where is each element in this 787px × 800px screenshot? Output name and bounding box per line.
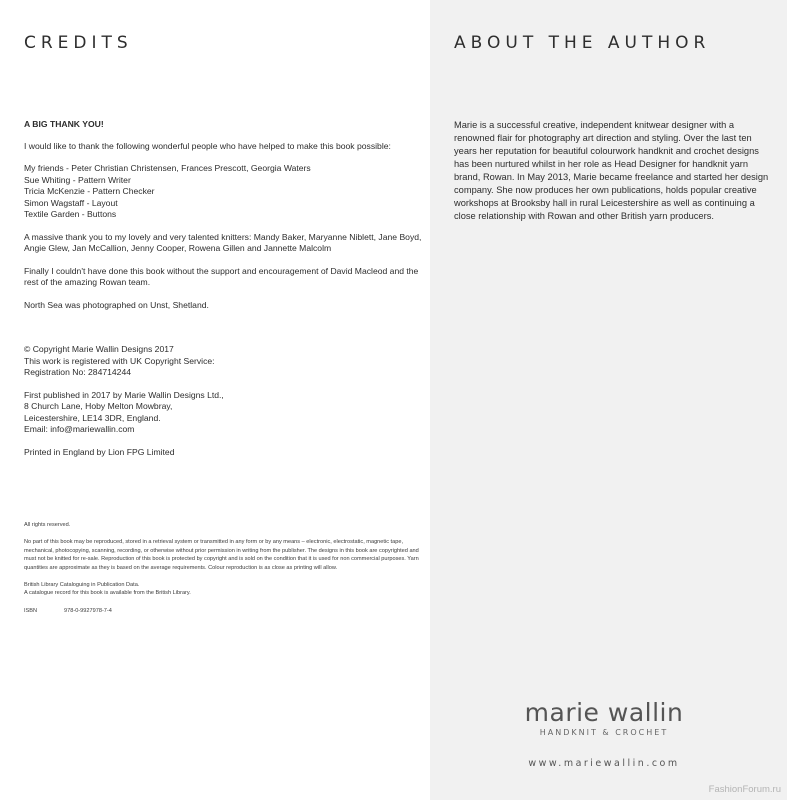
library-block bbox=[24, 581, 424, 598]
website-link[interactable]: www.mariewallin.com bbox=[528, 758, 680, 769]
publisher-line: Leicestershire, LE14 3DR, England. bbox=[24, 412, 161, 423]
copyright-block bbox=[24, 344, 424, 379]
publisher-block bbox=[24, 390, 424, 436]
about-heading: ABOUT THE AUTHOR bbox=[454, 33, 711, 53]
credit-line: Sue Whiting - Pattern Writer bbox=[24, 174, 131, 185]
publisher-email: Email: info@mariewallin.com bbox=[24, 424, 135, 434]
printed-by: Printed in England by Lion FPG Limited bbox=[24, 446, 175, 457]
credits-body bbox=[24, 119, 424, 458]
credits-people-list bbox=[24, 163, 424, 221]
credit-line: My friends - Peter Christian Christensen, Frances Prescott, Georgia Waters bbox=[24, 163, 311, 173]
publisher-line: 8 Church Lane, Hoby Melton Mowbray, bbox=[24, 401, 173, 411]
thanks-intro: I would like to thank the following wonderful people who have helped to make this book possible: bbox=[24, 140, 391, 151]
logo-tagline: HANDKNIT & CROCHET bbox=[539, 728, 669, 737]
about-page bbox=[430, 0, 787, 800]
isbn-label: ISBN bbox=[24, 607, 38, 614]
credits-heading: CREDITS bbox=[24, 33, 133, 53]
brand-logo bbox=[514, 700, 694, 737]
publisher-line: First published in 2017 by Marie Wallin Designs Ltd., bbox=[24, 389, 224, 400]
about-text: Marie is a successful creative, independent knitwear designer with a renowned flair for photography art direction and styling. Over the last ten years her reputation for beautiful colourwork handknit and crochet designs has been nurtured whilst in her role as Head Designer for handknit yarn brand, Rowan. In May 2013, Marie became freelance and started her design company. She now produces her own publications, holds popular creative workshops at Brooksby hall in rural Leicestershire as well as continuing a close relationship with Rowan and other British yarn producers. bbox=[454, 120, 769, 221]
knitters-paragraph: A massive thank you to my lovely and very talented knitters: Mandy Baker, Maryanne Niblett, Jane Boyd, Angie Glew, Jan McCallion, Jenny Cooper, Rowena Gillen and Jannette Malcolm bbox=[24, 231, 422, 253]
rights-reserved: All rights reserved. bbox=[24, 522, 71, 528]
isbn-value: 978-0-9927978-7-4 bbox=[64, 607, 112, 614]
finally-paragraph: Finally I couldn't have done this book without the support and encouragement of David Macleod and the rest of the amazing Rowan team. bbox=[24, 265, 419, 287]
watermark: FashionForum.ru bbox=[708, 784, 781, 795]
library-line: British Library Cataloguing in Publication Data. bbox=[24, 582, 140, 589]
photo-location: North Sea was photographed on Unst, Shetland. bbox=[24, 299, 209, 310]
copyright-line: © Copyright Marie Wallin Designs 2017 bbox=[24, 344, 174, 354]
legal-notice bbox=[24, 521, 424, 615]
thank-you-title: A BIG THANK YOU! bbox=[24, 119, 104, 129]
library-line: A catalogue record for this book is available from the British Library. bbox=[24, 590, 191, 597]
logo-name: marie wallin bbox=[524, 698, 684, 727]
credit-line: Simon Wagstaff - Layout bbox=[24, 197, 118, 208]
credit-line: Textile Garden - Buttons bbox=[24, 209, 117, 219]
copyright-line: Registration No: 284714244 bbox=[24, 367, 132, 377]
isbn-row bbox=[24, 607, 424, 615]
reproduction-notice: No part of this book may be reproduced, stored in a retrieval system or transmitted in any form or by any means – electronic, electrostatic, magnetic tape, mechanical, photocopying, scanning, recording, or otherwise without prior permission in writing from the publisher. The designs in this book are copyrighted and must not be knitted for re-sale. Reproduction of this book is protected by copyright and is sold on the condition that it is used for non commercial purposes. Yarn quantities are approximate as they is based on the average requirements. Colour reproduction is as close as printing will allow. bbox=[24, 539, 419, 571]
credit-line: Tricia McKenzie - Pattern Checker bbox=[24, 186, 155, 196]
copyright-line: This work is registered with UK Copyright Service: bbox=[24, 355, 215, 366]
